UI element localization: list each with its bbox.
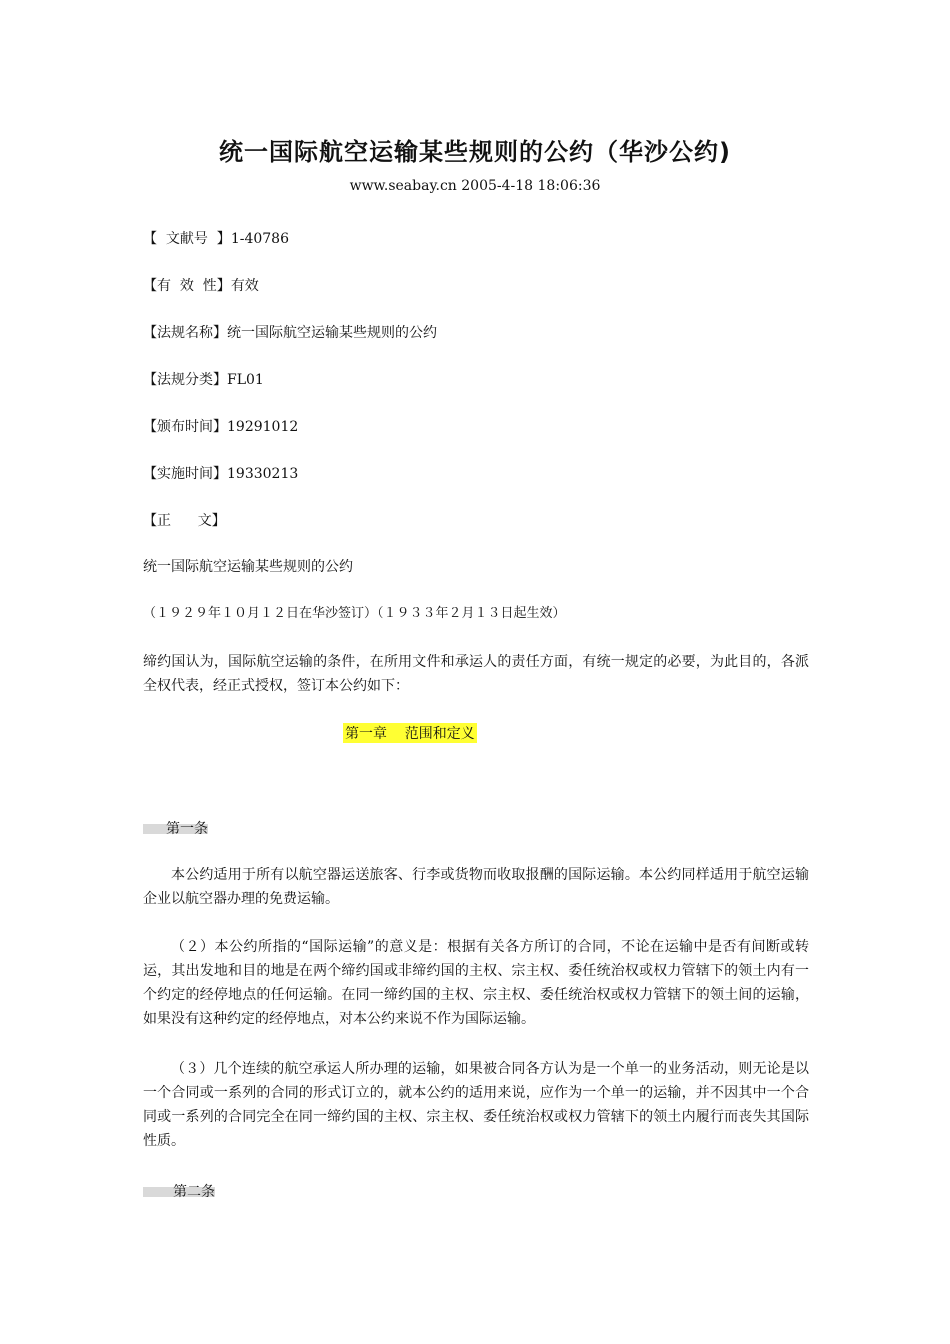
article-heading: 第二条	[143, 1181, 215, 1201]
meta-category	[143, 369, 264, 389]
body-title: 统一国际航空运输某些规则的公约	[143, 559, 353, 575]
article-paragraph: （３）几个连续的航空承运人所办理的运输，如果被合同各方认为是一个单一的业务活动，则无论是以一个合同或一系列的合同的形式订立的，就本公约的适用来说，应作为一个单一的运输，并不因其中一个合同或一系列的合同完全在同一缔约国的主权、宗主权、委任统治权或权力管辖下的领土内履行而丧失其国际性质。	[143, 1061, 809, 1149]
meta-label: 【实施时间】	[143, 466, 227, 482]
chapter-heading: 第一章 范围和定义	[343, 723, 477, 743]
meta-doc-number	[143, 228, 289, 248]
meta-label: 【正 文】	[143, 513, 226, 529]
meta-validity	[143, 275, 259, 295]
meta-label: 【有 效 性】	[143, 278, 231, 294]
meta-value: 19330213	[227, 466, 299, 482]
meta-label: 【法规分类】	[143, 372, 227, 388]
meta-value: 统一国际航空运输某些规则的公约	[227, 325, 437, 341]
dates-line: （１９２９年１０月１２日在华沙签订）（１９３３年２月１３日起生效）	[143, 606, 566, 621]
document-title: 统一国际航空运输某些规则的公约（华沙公约)	[219, 138, 731, 166]
article-paragraph: （２）本公约所指的“国际运输”的意义是：根据有关各方所订的合同，不论在运输中是否有间断或转运，其出发地和目的地是在两个缔约国或非缔约国的主权、宗主权、委任统治权或权力管辖下的领土内有一个约定的经停地点的任何运输。在同一缔约国的主权、宗主权、委任统治权或权力管辖下的领土间的运输，如果没有这种约定的经停地点，对本公约来说不作为国际运输。	[143, 939, 809, 1027]
meta-value: 19291012	[227, 419, 299, 435]
meta-body-label	[143, 510, 226, 530]
meta-effective-date	[143, 463, 298, 483]
article-paragraph: 本公约适用于所有以航空器运送旅客、行李或货物而收取报酬的国际运输。本公约同样适用于航空运输企业以航空器办理的免费运输。	[143, 867, 809, 907]
article-heading: 第一条	[143, 818, 208, 838]
meta-promulgation-date	[143, 416, 298, 436]
meta-label: 【法规名称】	[143, 325, 227, 341]
meta-label: 【颁布时间】	[143, 419, 227, 435]
meta-value: FL01	[227, 372, 264, 388]
meta-value: 有效	[230, 278, 259, 294]
preamble: 缔约国认为，国际航空运输的条件，在所用文件和承运人的责任方面，有统一规定的必要，为此目的，各派全权代表，经正式授权，签订本公约如下：	[143, 654, 809, 694]
meta-label: 【 文献号 】	[143, 231, 231, 247]
source-line: www.seabay.cn 2005-4-18 18:06:36	[349, 178, 601, 194]
meta-law-name	[143, 322, 437, 342]
meta-value: 1-40786	[230, 231, 289, 247]
